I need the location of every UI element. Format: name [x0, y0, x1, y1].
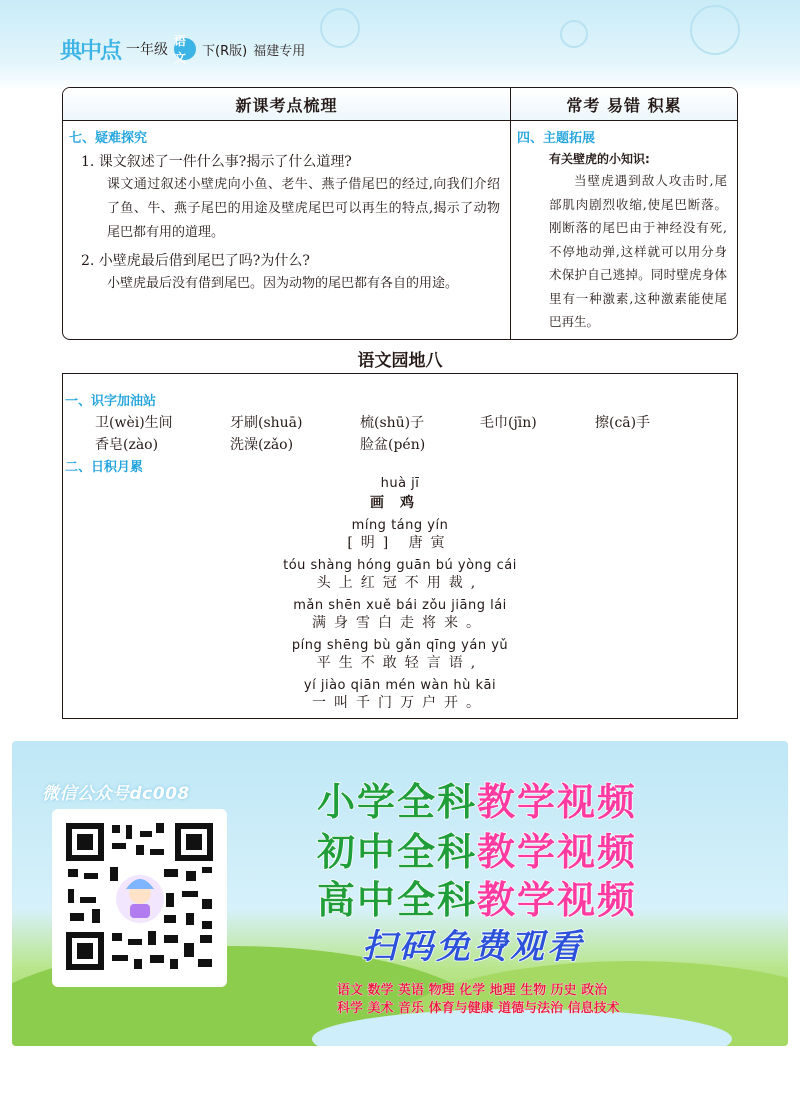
review-table: [62, 87, 738, 340]
word-item: 牙刷(shuā): [230, 415, 303, 431]
word-row: [95, 412, 715, 434]
ad-headline: [317, 821, 637, 876]
poem-line-pinyin: [63, 674, 737, 693]
word-row: [95, 434, 715, 456]
poem-line-text: 平生不敢轻言语,: [316, 655, 484, 671]
section-title: 七、疑难探究: [69, 131, 148, 146]
answer: 课文通过叙述小壁虎向小鱼、老牛、燕子借尾巴的经过,向我们介绍了鱼、牛、燕子尾巴的用途及壁虎尾巴可以再生的特点,揭示了动物尾巴都有用的道理。: [107, 177, 500, 240]
right-column-header: 常考 易错 积累: [511, 88, 737, 121]
pinyin: yí jiào qiān mén wàn hù kāi: [303, 678, 497, 693]
headline-part: 教学视频: [477, 830, 638, 874]
poem-line: [63, 692, 737, 712]
answer: 小壁虎最后没有借到尾巴。因为动物的尾巴都有各自的用途。: [107, 276, 459, 291]
pinyin: mǎn shēn xuě bái zǒu jiāng lái: [293, 598, 507, 613]
poem-line: [63, 612, 737, 632]
tip-body: 当壁虎遇到敌人攻击时,尾部肌肉剧烈收缩,使尾巴断落。刚断落的尾巴由于神经没有死,不停地动弹,这样就可以用分身术保护自己逃掉。同时壁虎身体里有一种激素,这种激素能使尾巴再生。: [549, 173, 727, 329]
word-item: 毛巾(jīn): [480, 415, 537, 431]
qr-code[interactable]: [52, 809, 227, 987]
region-label: 福建专用: [253, 43, 306, 59]
poem-line-pinyin: [63, 554, 737, 573]
poem-author: [63, 532, 737, 552]
poem-title-text: 画鸡: [370, 495, 430, 511]
word-item: 擦(cā)手: [595, 415, 651, 431]
ad-banner[interactable]: [12, 741, 788, 1046]
word-item: 卫(wèi)生间: [95, 415, 173, 431]
word-item: 香皂(zào): [95, 437, 159, 453]
brand-logo: 典中点: [60, 38, 121, 64]
wechat-account-label: 微信公众号dc008: [42, 784, 190, 804]
circle-doodle: [320, 8, 360, 48]
poem-line: [63, 572, 737, 592]
section-title: 四、主题拓展: [517, 131, 596, 146]
pinyin: tóu shàng hóng guān bú yòng cái: [283, 558, 517, 573]
headline-part: 初中全科: [317, 830, 478, 874]
headline-part: 小学全科: [317, 780, 478, 824]
tip-title: 有关壁虎的小知识:: [549, 152, 650, 166]
volume-label: 下(R版): [202, 43, 248, 59]
poem-line: [63, 652, 737, 672]
poem-line-text: 一叫千门万户开。: [312, 695, 488, 711]
page-header: [60, 34, 306, 65]
poem-line-text: 满身雪白走将来。: [312, 615, 488, 631]
word-item: 脸盆(pén): [360, 437, 426, 453]
poem-author-pinyin: [63, 514, 737, 533]
poem-line-pinyin: [63, 594, 737, 613]
scan-to-watch-label: 扫码免费观看: [362, 927, 584, 967]
ad-headline: [317, 771, 637, 826]
headline-part: 教学视频: [477, 878, 638, 922]
headline-part: 高中全科: [317, 878, 478, 922]
poem-line-pinyin: [63, 634, 737, 653]
poem-title-pinyin: [63, 472, 737, 491]
section-title: 一、识字加油站: [65, 394, 157, 409]
pinyin: míng táng yín: [351, 518, 449, 533]
poem-line-text: 头上红冠不用裁,: [316, 575, 484, 591]
word-item: 洗澡(zǎo): [230, 437, 294, 453]
question: 2. 小壁虎最后借到尾巴了吗?为什么?: [81, 253, 310, 269]
subject-list: 科学 美术 音乐 体育与健康 道德与法治 信息技术: [337, 1001, 620, 1016]
question: 1. 课文叙述了一件什么事?揭示了什么道理?: [81, 154, 352, 170]
ad-headline: [317, 869, 637, 924]
word-item: 梳(shū)子: [360, 415, 425, 431]
pinyin: huà jī: [380, 476, 420, 491]
qr-code-icon: [52, 809, 227, 987]
garden-title: 语文园地八: [357, 351, 443, 371]
subject-list: 语文 数学 英语 物理 化学 地理 生物 历史 政治: [337, 983, 608, 998]
subject-badge: 语文: [174, 38, 196, 60]
left-column-header: 新课考点梳理: [63, 88, 510, 121]
circle-doodle: [690, 5, 740, 55]
pinyin: píng shēng bù gǎn qīng yán yǔ: [291, 638, 509, 653]
headline-part: 教学视频: [477, 780, 638, 824]
circle-doodle: [560, 20, 588, 48]
grade-label: 一年级: [126, 42, 169, 58]
review-right-column: [511, 88, 737, 339]
review-left-column: [63, 88, 511, 339]
section-title: 二、日积月累: [65, 460, 144, 475]
garden-box: [62, 373, 738, 719]
author-text: [明] 唐寅: [347, 535, 453, 551]
poem-title: [63, 492, 737, 512]
